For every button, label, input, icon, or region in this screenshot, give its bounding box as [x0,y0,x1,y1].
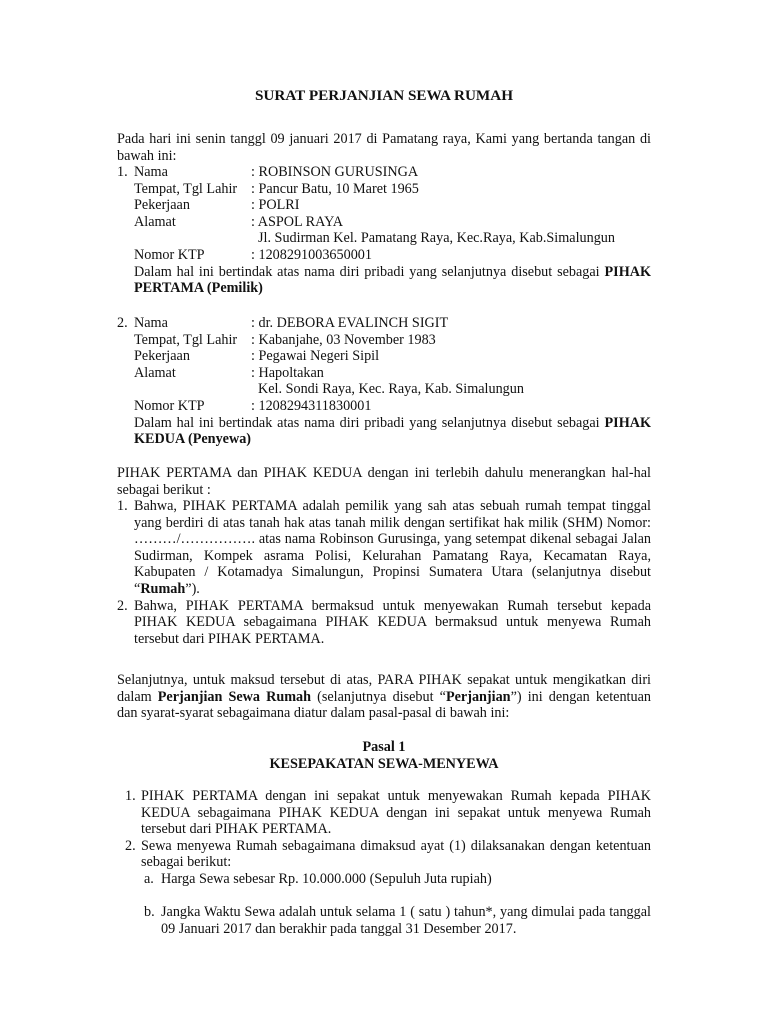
field-label: Alamat [134,213,176,230]
pasal-heading: KESEPAKATAN SEWA-MENYEWA [269,756,499,772]
field-value: : Kabanjahe, 03 November 1983 [251,331,436,348]
recital-text-end: ”). [185,580,200,597]
agreement-bold: Perjanjian [445,688,511,705]
agreement-paragraph [117,672,651,722]
agreement-text: Selanjutnya, untuk maksud tersebut di atas, PARA PIHAK sepakat untuk mengikatkan diri dalam [117,672,651,705]
document-title: SURAT PERJANJIAN SEWA RUMAH [254,87,514,104]
field-label: Pekerjaan [134,348,190,365]
recital-intro: PIHAK PERTAMA dan PIHAK KEDUA dengan ini terlebih dahulu menerangkan hal-hal sebagai berikut : [117,465,651,498]
field-value: : 1208291003650001 [251,246,372,263]
field-label: Tempat, Tgl Lahir [134,180,238,197]
field-label: Pekerjaan [134,197,190,214]
party-statement [117,415,651,448]
recital-list [117,498,651,647]
intro-paragraph: Pada hari ini senin tanggl 09 januari 2017 di Pamatang raya, Kami yang bertanda tangan di bawah ini: [117,131,651,164]
field-value: : ROBINSON GURUSINGA [251,164,419,180]
statement-text: Dalam hal ini bertindak atas nama diri pribadi yang selanjutnya disebut sebagai [134,263,600,280]
field-value: : POLRI [251,197,300,214]
agreement-text: ”) ini dengan ketentuan dan syarat-syarat sebagaimana diatur dalam pasal-pasal di bawah ini: [117,688,651,722]
recital-number: 2. [117,597,128,614]
address-line-2: Jl. Sudirman Kel. Pamatang Raya, Kec.Raya, Kab.Simalungun [258,230,615,247]
party-row [117,381,651,398]
statement-text: Dalam hal ini bertindak atas nama diri pribadi yang selanjutnya disebut sebagai [134,414,600,431]
party-row [117,181,651,198]
party-number: 2. [117,315,128,331]
party-role: PIHAK PERTAMA (Pemilik) [134,263,652,297]
field-label: Nama [134,315,168,331]
recital-bold: Rumah [140,580,186,597]
field-label: Tempat, Tgl Lahir [134,331,238,348]
pasal-1-items [117,788,651,937]
field-value: : ASPOL RAYA [251,213,343,230]
recital-text: Bahwa, PIHAK PERTAMA bermaksud untuk menyewakan Rumah tersebut kepada PIHAK KEDUA sebagaimana PIHAK KEDUA bermaksud untuk menyewa Rumah tersebut dari PIHAK PERTAMA. [134,597,651,647]
field-label: Nomor KTP [134,246,205,263]
field-value: : dr. DEBORA EVALINCH SIGIT [251,315,449,331]
field-label: Nama [134,164,168,180]
party-row [117,230,651,247]
sub-item-text: Jangka Waktu Sewa adalah untuk selama 1 ( satu ) tahun*, yang dimulai pada tanggal 09 Januari 2017 dan berakhir pada tanggal 31 Desember 2017. [161,904,651,937]
field-value: : Pancur Batu, 10 Maret 1965 [251,180,419,197]
sub-item-letter: b. [144,904,155,921]
agreement-bold: Perjanjian Sewa Rumah [157,688,312,705]
recital-item [117,498,651,598]
party-row [117,348,651,365]
party-row [117,365,651,382]
party-role: PIHAK KEDUA (Penyewa) [134,414,652,448]
recital-text: Bahwa, PIHAK PERTAMA adalah pemilik yang sah atas sebuah rumah tempat tinggal yang berdiri di atas tanah hak atas tanah milik dengan sertifikat hak milik (SHM) Nomor: ………/……………. atas nama Robinson Gurusinga, yang setempat dikenal sebagai Jalan Sudirman, Kompek asrama Polisi, Kelurahan Pamatang Raya, Kecamatan Raya, Kabupaten / Kotamadya Simalungun, Propinsi Sumatera Utara (selanjutnya disebut “ [134,498,651,597]
pasal-item [117,788,651,838]
party-row [117,197,651,214]
field-label: Nomor KTP [134,397,205,414]
party-row [117,398,651,415]
recital-number: 1. [117,498,128,514]
party-number: 1. [117,164,128,180]
pasal-number: Pasal 1 [362,739,406,755]
item-text: Sewa menyewa Rumah sebagaimana dimaksud ayat (1) dilaksanakan dengan ketentuan sebagai berikut: [141,837,651,871]
item-number: 2. [125,837,136,854]
party-row [117,247,651,264]
party-row [117,332,651,349]
field-value: : Hapoltakan [251,364,324,381]
field-label: Alamat [134,364,176,381]
item-text: PIHAK PERTAMA dengan ini sepakat untuk menyewakan Rumah kepada PIHAK KEDUA sebagaimana PIHAK KEDUA dengan ini sepakat untuk menyewa Rumah tersebut dari PIHAK PERTAMA. [141,788,651,838]
item-number: 1. [125,788,136,804]
sub-item-text: Harga Sewa sebesar Rp. 10.000.000 (Sepuluh Juta rupiah) [161,870,492,887]
field-value: : 1208294311830001 [251,397,372,414]
pasal-sub-item [117,871,651,888]
party-statement [117,264,651,297]
recital-item [117,598,651,648]
party-1-block [117,164,651,297]
party-2-block [117,315,651,448]
address-line-2: Kel. Sondi Raya, Kec. Raya, Kab. Simalungun [258,381,524,398]
party-row [117,164,651,181]
sub-item-letter: a. [144,870,154,887]
party-row [117,214,651,231]
agreement-text: (selanjutnya disebut “ [311,688,446,705]
pasal-item [117,838,651,871]
pasal-sub-item [117,904,651,937]
party-row [117,315,651,332]
field-value: : Pegawai Negeri Sipil [251,348,380,365]
